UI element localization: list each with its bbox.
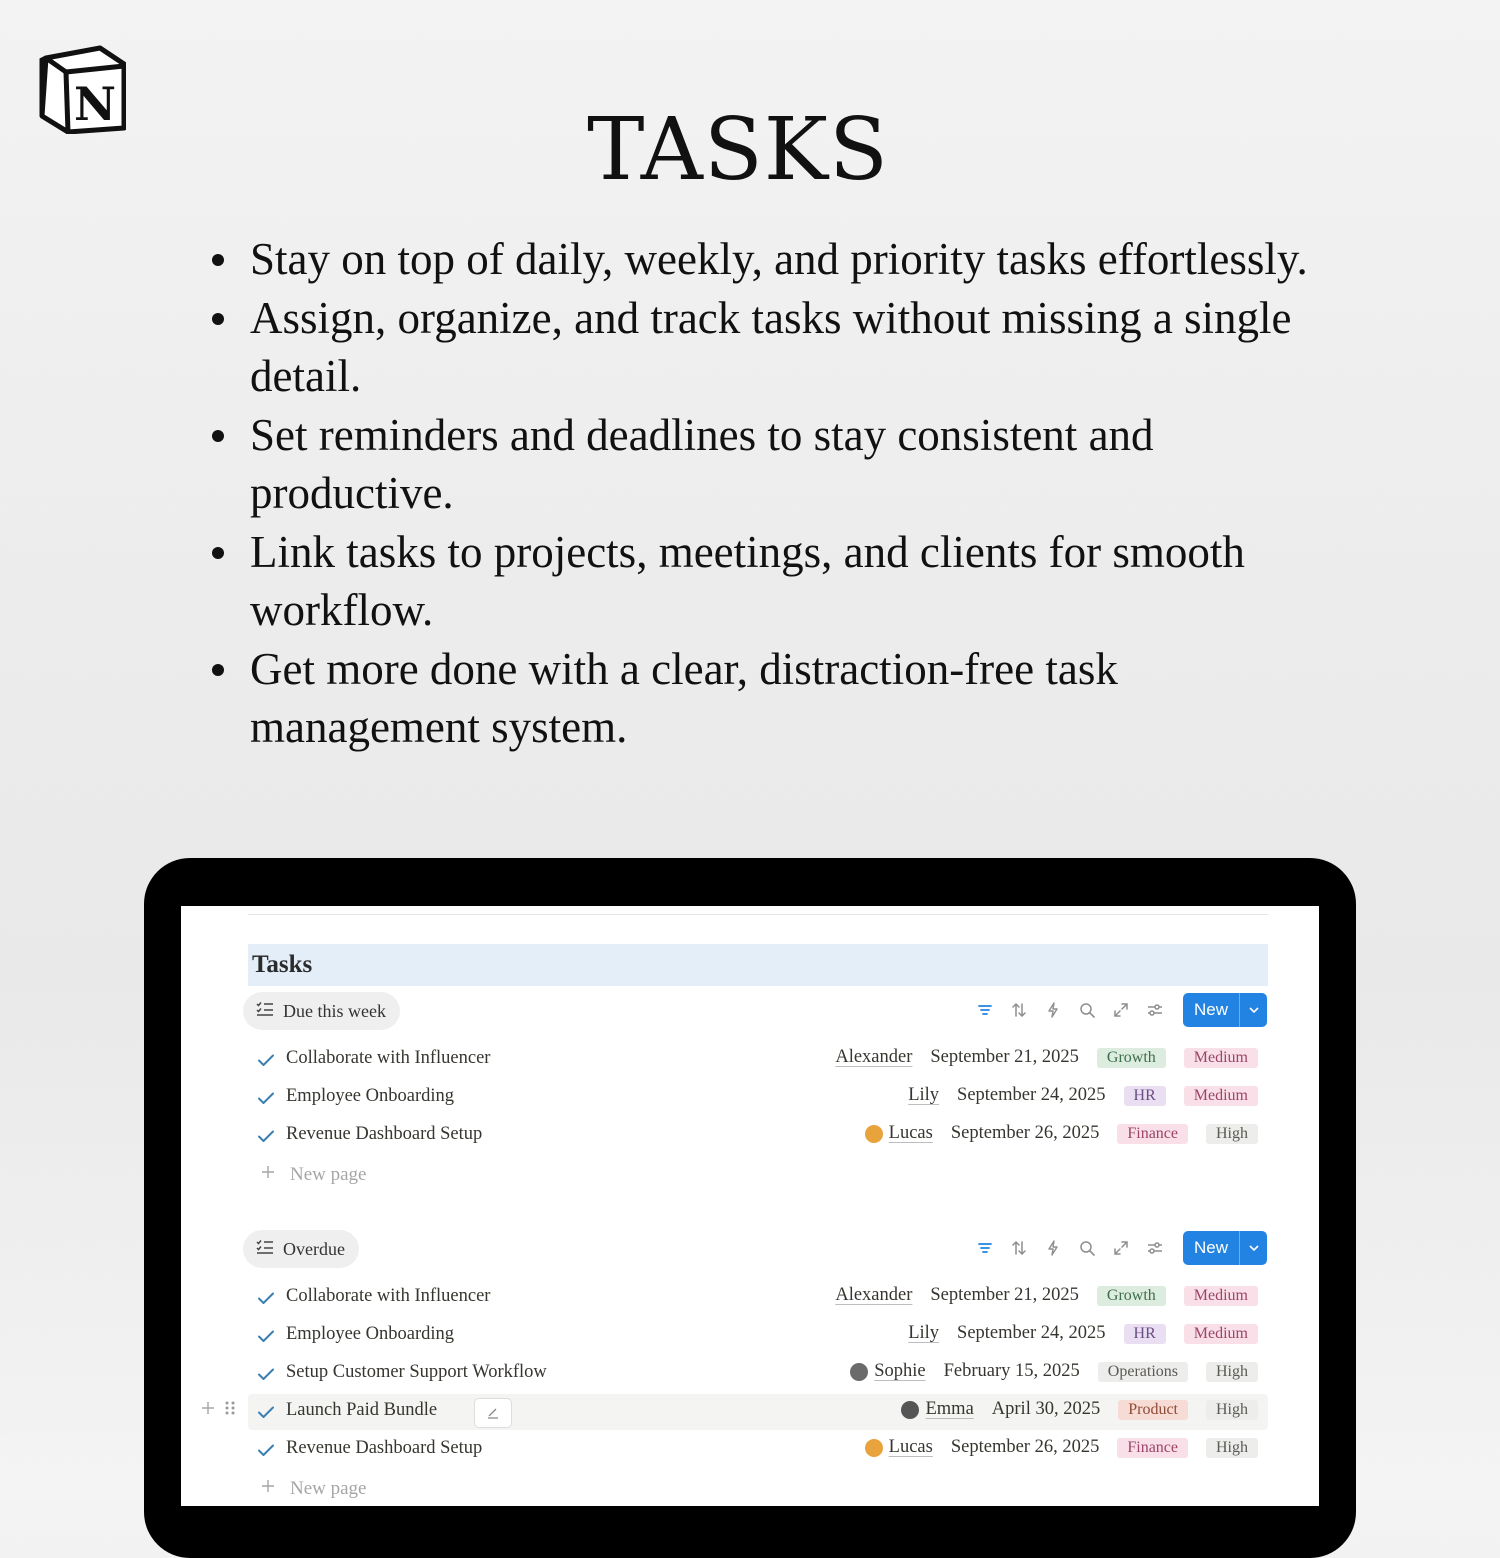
new-button[interactable] bbox=[1183, 993, 1267, 1027]
table-row[interactable] bbox=[248, 1080, 1268, 1116]
task-properties bbox=[908, 1085, 1258, 1106]
assignee[interactable] bbox=[835, 1047, 912, 1068]
task-properties bbox=[865, 1123, 1258, 1144]
assignee-name: Lucas bbox=[888, 1437, 933, 1457]
check-icon[interactable] bbox=[256, 1088, 276, 1108]
assignee[interactable] bbox=[901, 1399, 973, 1420]
filter-icon[interactable] bbox=[975, 1238, 995, 1258]
assignee[interactable] bbox=[865, 1123, 933, 1144]
database-title[interactable]: Tasks bbox=[248, 944, 1268, 986]
due-date[interactable]: September 26, 2025 bbox=[950, 1437, 1100, 1457]
feature-bullet: Set reminders and deadlines to stay consistent and productive. bbox=[206, 406, 1326, 523]
view-toolbar bbox=[975, 1000, 1165, 1020]
priority-tag[interactable]: High bbox=[1206, 1438, 1258, 1458]
table-row[interactable] bbox=[248, 1118, 1268, 1154]
category-tag[interactable]: Growth bbox=[1097, 1048, 1166, 1068]
task-name[interactable]: Revenue Dashboard Setup bbox=[286, 1124, 483, 1144]
avatar bbox=[865, 1125, 883, 1143]
svg-text:N: N bbox=[73, 77, 117, 131]
due-date[interactable]: September 26, 2025 bbox=[950, 1123, 1100, 1143]
task-properties bbox=[908, 1323, 1258, 1344]
plus-icon bbox=[260, 1164, 276, 1186]
settings-icon[interactable] bbox=[1145, 1000, 1165, 1020]
due-date[interactable]: September 21, 2025 bbox=[930, 1047, 1079, 1067]
due-date[interactable]: September 24, 2025 bbox=[957, 1323, 1106, 1343]
list-view-icon bbox=[255, 1238, 275, 1261]
due-date[interactable]: April 30, 2025 bbox=[991, 1399, 1101, 1419]
assignee[interactable] bbox=[850, 1361, 925, 1382]
assignee[interactable] bbox=[908, 1085, 939, 1106]
table-row[interactable] bbox=[248, 1280, 1268, 1316]
view-tab[interactable] bbox=[243, 992, 400, 1030]
task-name[interactable]: Revenue Dashboard Setup bbox=[286, 1438, 483, 1458]
sort-icon[interactable] bbox=[1009, 1238, 1029, 1258]
check-icon[interactable] bbox=[256, 1288, 276, 1308]
table-row[interactable] bbox=[248, 1042, 1268, 1078]
new-page-label: New page bbox=[290, 1164, 367, 1185]
drag-handle-icon[interactable] bbox=[224, 1400, 236, 1422]
automation-icon[interactable] bbox=[1043, 1238, 1063, 1258]
due-date[interactable]: February 15, 2025 bbox=[943, 1361, 1080, 1381]
category-tag[interactable]: Finance bbox=[1117, 1124, 1188, 1144]
table-row[interactable] bbox=[248, 1318, 1268, 1354]
assignee-name: Lily bbox=[908, 1323, 940, 1343]
feature-bullet: Assign, organize, and track tasks without missing a single detail. bbox=[206, 289, 1326, 406]
task-properties bbox=[850, 1361, 1258, 1382]
task-name[interactable]: Collaborate with Influencer bbox=[286, 1286, 491, 1306]
task-name[interactable]: Employee Onboarding bbox=[286, 1324, 454, 1344]
avatar bbox=[865, 1439, 883, 1457]
task-name[interactable]: Employee Onboarding bbox=[286, 1086, 454, 1106]
priority-tag[interactable]: Medium bbox=[1184, 1324, 1258, 1344]
assignee-name: Alexander bbox=[835, 1047, 913, 1067]
search-icon[interactable] bbox=[1077, 1000, 1097, 1020]
view-toolbar bbox=[975, 1238, 1165, 1258]
feature-bullet: Link tasks to projects, meetings, and clients for smooth workflow. bbox=[206, 523, 1326, 640]
row-handle[interactable] bbox=[200, 1400, 236, 1422]
search-icon[interactable] bbox=[1077, 1238, 1097, 1258]
settings-icon[interactable] bbox=[1145, 1238, 1165, 1258]
priority-tag[interactable]: High bbox=[1206, 1362, 1258, 1382]
feature-bullet: Stay on top of daily, weekly, and priority tasks effortlessly. bbox=[206, 230, 1326, 289]
new-page-row[interactable] bbox=[248, 1160, 548, 1190]
category-tag[interactable]: HR bbox=[1124, 1324, 1166, 1344]
view-tab-label: Overdue bbox=[283, 1238, 345, 1259]
priority-tag[interactable]: Medium bbox=[1184, 1286, 1258, 1306]
app-screen bbox=[181, 906, 1319, 1506]
assignee[interactable] bbox=[865, 1437, 933, 1458]
priority-tag[interactable]: Medium bbox=[1184, 1086, 1258, 1106]
priority-tag[interactable]: Medium bbox=[1184, 1048, 1258, 1068]
edit-button[interactable] bbox=[474, 1398, 512, 1428]
task-properties bbox=[835, 1285, 1258, 1306]
check-icon[interactable] bbox=[256, 1440, 276, 1460]
check-icon[interactable] bbox=[256, 1050, 276, 1070]
category-tag[interactable]: Growth bbox=[1097, 1286, 1166, 1306]
task-name[interactable]: Collaborate with Influencer bbox=[286, 1048, 491, 1068]
assignee-name: Lucas bbox=[888, 1123, 933, 1143]
category-tag[interactable]: Product bbox=[1118, 1400, 1188, 1420]
avatar bbox=[901, 1401, 919, 1419]
chevron-down-icon[interactable] bbox=[1240, 1004, 1267, 1016]
list-view-icon bbox=[255, 1000, 275, 1023]
new-button-label: New bbox=[1193, 1238, 1228, 1257]
new-page-label: New page bbox=[290, 1478, 367, 1499]
check-icon[interactable] bbox=[256, 1326, 276, 1346]
expand-icon[interactable] bbox=[1111, 1238, 1131, 1258]
view-tab[interactable] bbox=[243, 1230, 359, 1268]
category-tag[interactable]: Operations bbox=[1098, 1362, 1188, 1382]
priority-tag[interactable]: High bbox=[1206, 1124, 1258, 1144]
table-row[interactable] bbox=[248, 1356, 1268, 1392]
category-tag[interactable]: Finance bbox=[1117, 1438, 1188, 1458]
plus-icon bbox=[260, 1478, 276, 1500]
page-headline: TASKS bbox=[587, 100, 889, 200]
table-row[interactable] bbox=[248, 1394, 1268, 1430]
sort-icon[interactable] bbox=[1009, 1000, 1029, 1020]
plus-icon[interactable] bbox=[200, 1400, 216, 1422]
assignee[interactable] bbox=[908, 1323, 939, 1344]
due-date[interactable]: September 24, 2025 bbox=[957, 1085, 1106, 1105]
check-icon[interactable] bbox=[256, 1402, 276, 1422]
assignee-name: Sophie bbox=[874, 1361, 926, 1381]
due-date[interactable]: September 21, 2025 bbox=[930, 1285, 1079, 1305]
assignee-name: Lily bbox=[908, 1085, 940, 1105]
chevron-down-icon[interactable] bbox=[1240, 1242, 1267, 1254]
divider bbox=[248, 914, 1268, 915]
priority-tag[interactable]: High bbox=[1206, 1400, 1258, 1420]
check-icon[interactable] bbox=[256, 1126, 276, 1146]
task-properties bbox=[901, 1399, 1258, 1420]
task-properties bbox=[835, 1047, 1258, 1068]
new-button-label: New bbox=[1193, 1000, 1228, 1019]
check-icon[interactable] bbox=[256, 1364, 276, 1384]
table-row[interactable] bbox=[248, 1432, 1268, 1468]
filter-icon[interactable] bbox=[975, 1000, 995, 1020]
expand-icon[interactable] bbox=[1111, 1000, 1131, 1020]
avatar bbox=[850, 1363, 868, 1381]
automation-icon[interactable] bbox=[1043, 1000, 1063, 1020]
task-properties bbox=[865, 1437, 1258, 1458]
assignee[interactable] bbox=[835, 1285, 912, 1306]
feature-list bbox=[206, 230, 1326, 757]
new-button[interactable] bbox=[1183, 1231, 1267, 1265]
assignee-name: Emma bbox=[925, 1399, 974, 1419]
feature-bullet: Get more done with a clear, distraction-free task management system. bbox=[206, 640, 1326, 757]
assignee-name: Alexander bbox=[835, 1285, 913, 1305]
view-tab-label: Due this week bbox=[283, 1000, 386, 1021]
task-name[interactable]: Setup Customer Support Workflow bbox=[286, 1362, 547, 1382]
task-name[interactable]: Launch Paid Bundle bbox=[286, 1400, 438, 1420]
category-tag[interactable]: HR bbox=[1124, 1086, 1166, 1106]
